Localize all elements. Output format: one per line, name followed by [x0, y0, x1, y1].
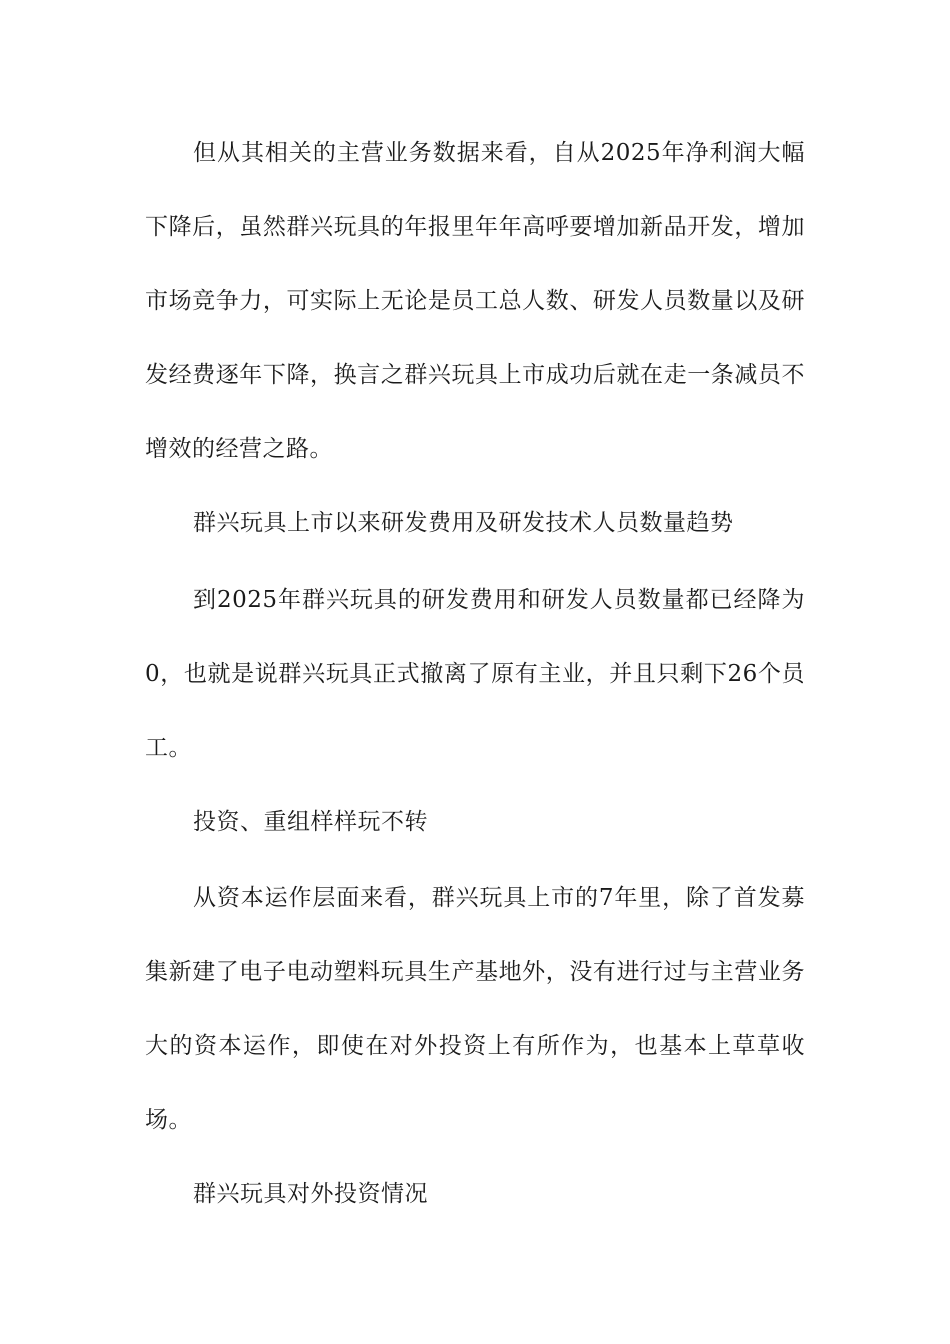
caption-external-investment: 群兴玩具对外投资情况	[193, 1181, 428, 1207]
paragraph-capital-operation: 从资本运作层面来看，群兴玩具上市的7年里，除了首发募集新建了电子电动塑料玩具生产基地外，没有进行过与主营业务大的资本运作，即使在对外投资上有所作为，也基本上草草收场。	[145, 885, 805, 1133]
caption-rd-trend: 群兴玩具上市以来研发费用及研发技术人员数量趋势	[193, 510, 734, 536]
paragraph-net-profit-decline: 但从其相关的主营业务数据来看，自从2025年净利润大幅下降后，虽然群兴玩具的年报里年年高呼要增加新品开发，增加市场竞争力，可实际上无论是员工总人数、研发人员数量以及研发经费逐年下降，换言之群兴玩具上市成功后就在走一条减员不增效的经营之路。	[145, 140, 805, 462]
paragraph-rd-zero: 到2025年群兴玩具的研发费用和研发人员数量都已经降为0，也就是说群兴玩具正式撤离了原有主业，并且只剩下26个员工。	[145, 587, 805, 761]
section-heading-investment: 投资、重组样样玩不转	[193, 809, 428, 835]
